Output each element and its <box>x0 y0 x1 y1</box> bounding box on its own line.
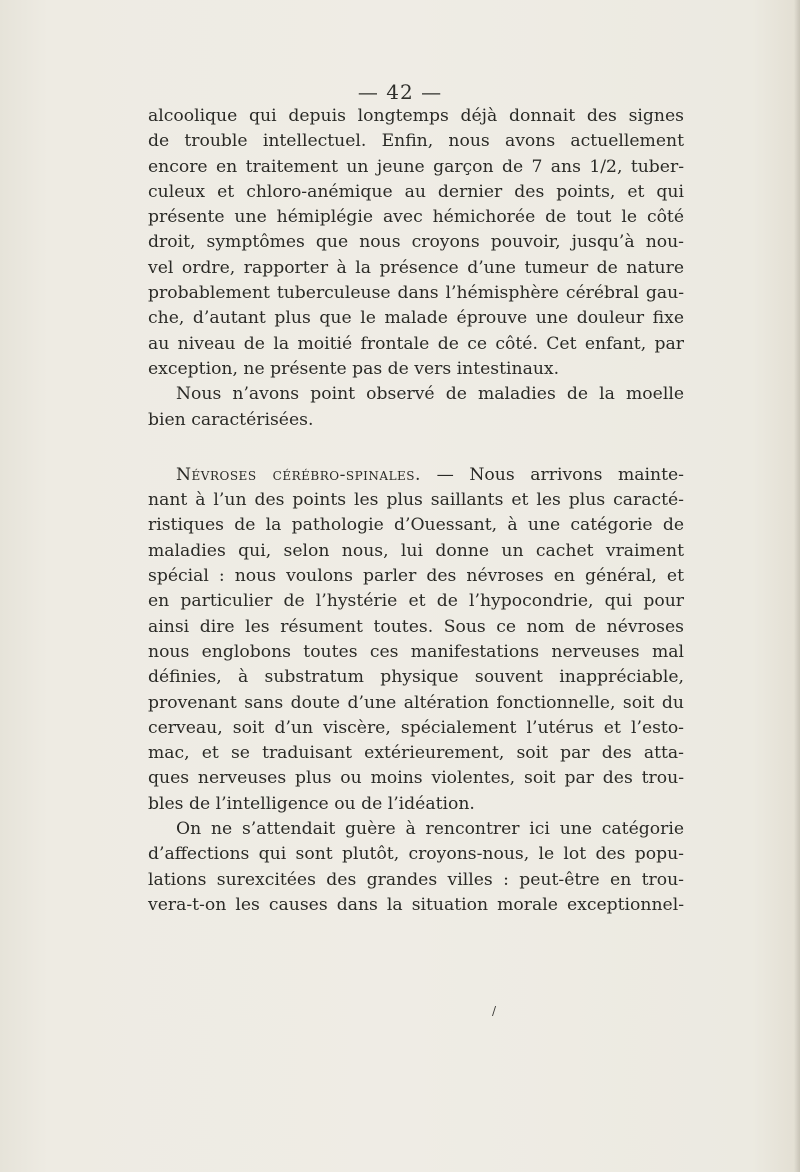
text-line: de trouble intellectuel. Enfin, nous avons actuellement <box>148 131 684 152</box>
page-edge-shadow <box>794 0 800 1172</box>
text-line: encore en traitement un jeune garçon de 7 ans 1/2, tuber- <box>148 156 684 177</box>
text-line: nant à l’un des points les plus saillants et les plus caracté- <box>148 490 684 511</box>
text-line: Nous n’avons point observé de maladies de la moelle <box>176 384 684 405</box>
text-line-with-heading <box>148 463 684 488</box>
text-line: alcoolique qui depuis longtemps déjà donnait des signes <box>148 106 684 126</box>
text-line: che, d’autant plus que le malade éprouve une douleur fixe <box>148 308 684 329</box>
text-line: maladies qui, selon nous, lui donne un cachet vraiment <box>148 540 684 561</box>
text-line: d’affections qui sont plutôt, croyons-nous, le lot des popu- <box>148 844 684 865</box>
section-heading: Névroses cérébro-spinales. <box>176 464 421 485</box>
paragraph-2 <box>148 382 684 433</box>
text-line: lations surexcitées des grandes villes : peut-être en trou- <box>148 869 684 890</box>
section-gap <box>148 433 684 463</box>
text-line: mac, et se traduisant extérieurement, soit par des atta- <box>148 743 684 764</box>
text-line: nous englobons toutes ces manifestations nerveuses mal <box>148 641 684 662</box>
text-line: en particulier de l’hystérie et de l’hypocondrie, qui pour <box>148 591 684 612</box>
text-line: probablement tuberculeuse dans l’hémisphère cérébral gau- <box>148 283 684 304</box>
paragraph-1 <box>148 104 684 382</box>
text-line: ques nerveuses plus ou moins violentes, soit par des trou- <box>148 768 684 789</box>
text-line: On ne s’attendait guère à rencontrer ici une catégorie <box>176 819 684 840</box>
text-line: provenant sans doute d’une altération fonctionnelle, soit du <box>148 692 684 713</box>
heading-line-rest: — Nous arrivons mainte- <box>421 464 684 485</box>
body-text <box>148 104 684 918</box>
text-line: ainsi dire les résument toutes. Sous ce nom de névroses <box>148 616 684 637</box>
page-number: — 42 — <box>357 80 443 104</box>
text-line: culeux et chloro-anémique au dernier des points, et qui <box>148 181 684 202</box>
text-line: présente une hémiplégie avec hémichorée de tout le côté <box>148 207 684 228</box>
stray-ink-mark: / <box>492 1004 497 1018</box>
text-line: vera-t-on les causes dans la situation morale exceptionnel- <box>148 894 684 915</box>
text-line: ristiques de la pathologie d’Ouessant, à une catégorie de <box>148 515 684 536</box>
text-line: définies, à substratum physique souvent inappréciable, <box>148 667 684 688</box>
paragraph-4 <box>148 817 684 918</box>
text-line: cerveau, soit d’un viscère, spécialement l’utérus et l’esto- <box>148 717 684 738</box>
paragraph-3 <box>148 463 684 817</box>
text-line: exception, ne présente pas de vers intestinaux. <box>148 358 560 379</box>
text-line: vel ordre, rapporter à la présence d’une tumeur de nature <box>148 257 684 278</box>
text-line: au niveau de la moitié frontale de ce côté. Cet enfant, par <box>148 333 684 354</box>
text-line: bles de l’intelligence ou de l’idéation. <box>148 793 475 814</box>
text-line: bien caractérisées. <box>148 409 314 430</box>
text-line: spécial : nous voulons parler des névroses en général, et <box>148 566 684 587</box>
text-line: droit, symptômes que nous croyons pouvoir, jusqu’à nou- <box>148 232 684 253</box>
